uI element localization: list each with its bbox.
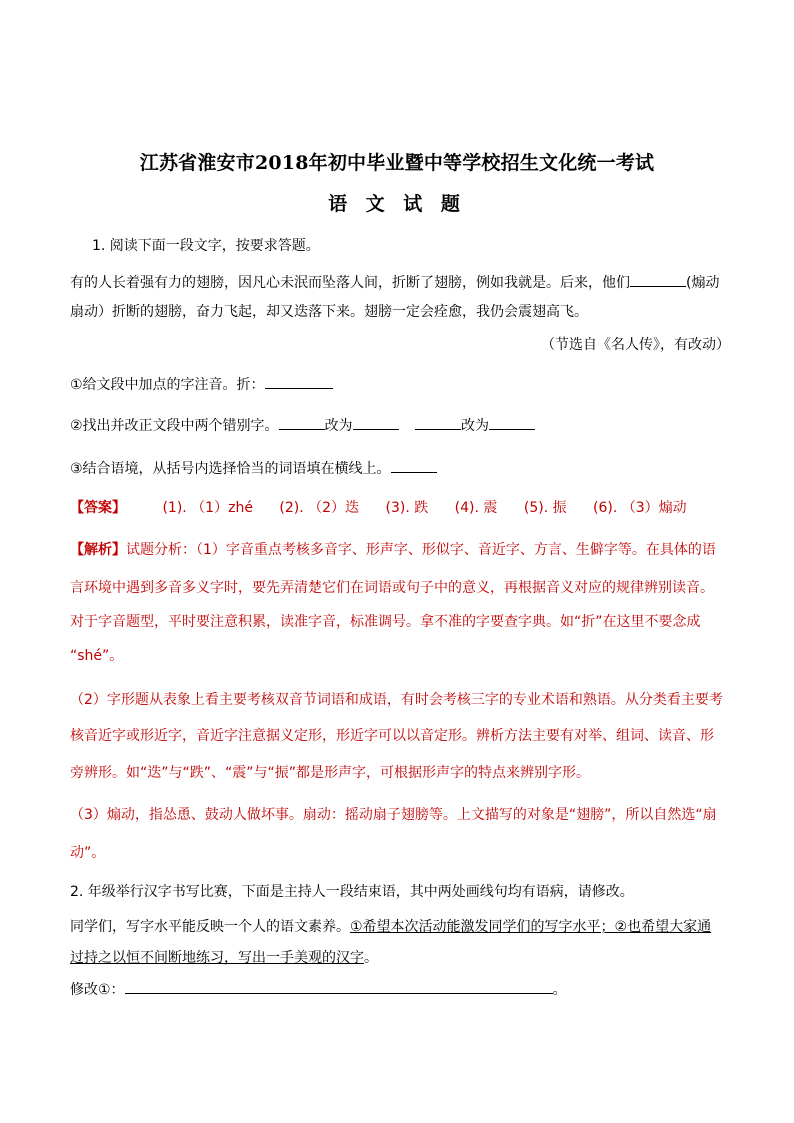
analysis-line-4: “shé”。 — [70, 648, 124, 664]
exam-subtitle: 语 文 试 题 — [328, 193, 466, 215]
analysis-line-6: 核音近字或形近字，音近字注意据义定形，形近字可以以音定形。辨析方法主要有对举、组词、读音、形 — [70, 728, 714, 744]
q2-prompt: 2. 年级举行汉字书写比赛，下面是主持人一段结束语，其中两处画线句均有语病，请修改。 — [70, 884, 634, 900]
q1-passage-line-2: 扇动）折断的翅膀，奋力飞起，却又迭落下来。翅膀一定会痊愈，我仍会震翅高飞。 — [70, 304, 588, 320]
q1-sub2-text: ②找出并改正文段中两个错别字。 — [70, 418, 279, 434]
answer-item: (5). 振 — [523, 500, 567, 516]
q1-sub1-text: ①给文段中加点的字注音。折： — [70, 377, 265, 393]
analysis-line-7: 旁辨形。如“迭”与“跌”、“震”与“振”都是形声字，可根据形声字的特点来辨别字形。 — [70, 765, 591, 781]
answer-item: (6). （3）煽动 — [593, 500, 687, 516]
q1-fill-blank — [630, 272, 686, 287]
q1-sub3 — [70, 458, 730, 479]
q1-sub2-blank-4 — [489, 415, 535, 430]
answer-label: 【答案】 — [70, 500, 126, 516]
q1-sub3-blank — [391, 458, 437, 473]
answer-item: (1). （1）zhé — [162, 500, 253, 516]
q2-passage-line-2 — [70, 948, 730, 968]
analysis-text: 试题分析：（1）字音重点考核多音字、形声字、形似字、音近字、方言、生僻字等。在具体的语 — [126, 542, 716, 558]
q1-source: （节选自《名人传》，有改动） — [541, 337, 730, 353]
q1-sub2-blank-2 — [353, 415, 399, 430]
q2-fix-end: 。 — [552, 982, 567, 998]
q2-underlined-sentence: ①希望本次活动能激发同学们的写字水平；②也希望大家通 — [350, 919, 712, 935]
answer-item: (2). （2）迭 — [279, 500, 360, 516]
q2-fix-blank — [125, 979, 553, 994]
q1-sub3-text: ③结合语境，从括号内选择恰当的词语填在横线上。 — [70, 461, 391, 477]
analysis-label: 【解析】 — [70, 542, 126, 558]
q1-sub2-change-1: 改为 — [324, 418, 353, 434]
answer-item: (3). 跌 — [385, 500, 429, 516]
analysis-line-2: 言环境中遇到多音多义字时，要先弄清楚它们在词语或句子中的意义，再根据音义对应的规律辨别读音。 — [70, 580, 714, 596]
q1-prompt: 1. 阅读下面一段文字，按要求答题。 — [92, 238, 320, 254]
analysis-line-8: （3）煽动，指怂恿、鼓动人做坏事。扇动：摇动扇子翅膀等。上文描写的对象是“翅膀”，所以自然选“扇 — [70, 807, 717, 823]
q1-sub2-blank-3 — [415, 415, 461, 430]
q2-passage-text: 同学们，写字水平能反映一个人的语文素养。 — [70, 919, 350, 935]
q1-sub2 — [70, 415, 730, 436]
analysis-line-5: （2）字形题从表象上看主要考核双音节词语和成语，有时会考核三字的专业术语和熟语。从分类看主要考 — [70, 692, 723, 708]
analysis-line-9: 动”。 — [70, 845, 106, 861]
q1-sub2-change-2: 改为 — [461, 418, 490, 434]
q1-sub2-blank-1 — [279, 415, 325, 430]
q1-sub1 — [70, 374, 730, 395]
q1-sub1-blank — [265, 374, 333, 389]
q2-fix-line — [70, 979, 730, 1000]
q1-passage-option: (煽动 — [686, 275, 720, 291]
exam-title: 江苏省淮安市2018年初中毕业暨中等学校招生文化统一考试 — [139, 152, 655, 174]
q2-fix-label: 修改①： — [70, 982, 125, 998]
q1-passage-text: 有的人长着强有力的翅膀，因凡心未泯而坠落人间，折断了翅膀，例如我就是。后来，他们 — [70, 275, 630, 291]
q2-underlined-sentence: 过持之以恒不间断地练习，写出一手美观的汉字 — [70, 950, 364, 966]
q2-passage-end: 。 — [364, 950, 378, 966]
analysis-line-3: 对于字音题型，平时要注意积累，读准字音，标准调号。拿不准的字要查字典。如“折”在这里不要念成 — [70, 614, 701, 630]
q2-passage-line-1 — [70, 917, 730, 937]
answer-item: (4). 震 — [454, 500, 498, 516]
q1-passage-line-1 — [70, 272, 730, 293]
answer-line — [70, 498, 730, 518]
analysis-line-1 — [70, 540, 730, 560]
